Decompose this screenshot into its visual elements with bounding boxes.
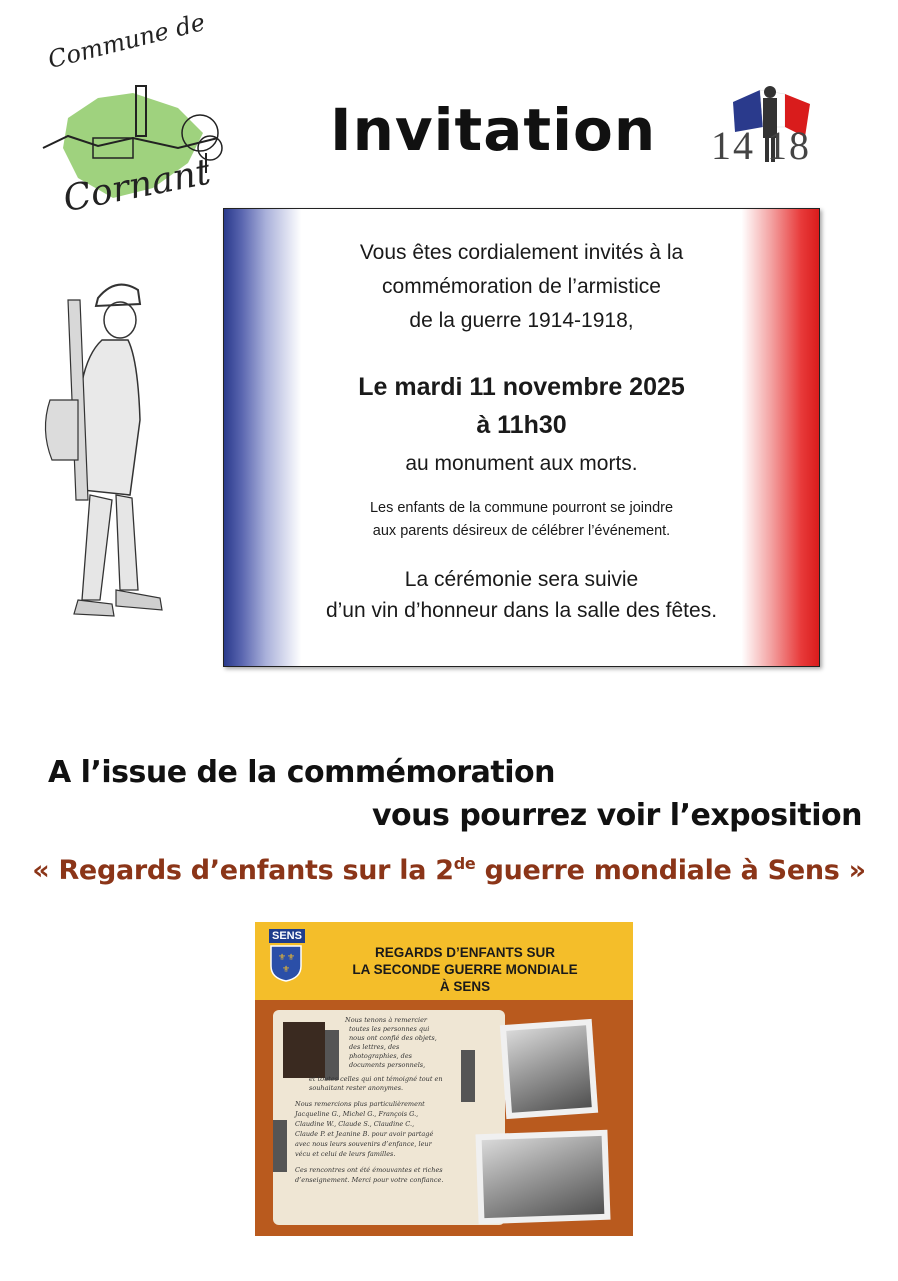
logo-cornant-text: Cornant — [60, 151, 214, 221]
poster-photo-meeting — [475, 1130, 610, 1225]
invitation-ceremony-line-1: La cérémonie sera suivie — [404, 568, 639, 591]
poster-text-line: et toutes celles qui ont témoigné tout en — [309, 1075, 443, 1083]
soldier-illustration — [20, 270, 180, 650]
invitation-date: Le mardi 11 novembre 2025 — [358, 373, 685, 401]
poster-text-line: d’enseignement. Merci pour votre confiance. — [295, 1176, 444, 1184]
invitation-place: au monument aux morts. — [405, 452, 638, 475]
exposition-poster — [255, 922, 633, 1236]
exposition-name-start: « Regards d’enfants sur la 2 — [32, 855, 454, 886]
svg-text:⚜: ⚜ — [278, 953, 287, 963]
poster-text-line: Ces rencontres ont été émouvantes et riches — [295, 1166, 443, 1174]
poster-booklet-image — [283, 1022, 325, 1078]
poster-city-label: SENS — [269, 929, 305, 943]
commune-logo — [38, 7, 228, 233]
invitation-intro-line-1: Vous êtes cordialement invités à la — [359, 241, 684, 264]
svg-text:⚜: ⚜ — [287, 953, 296, 963]
poster-text-line: vécu et celui de leurs familles. — [295, 1150, 396, 1158]
poster-text-line: Claude P. et Jeanine B. pour avoir partagé — [295, 1130, 434, 1138]
poster-text-line: photographies, des — [349, 1052, 413, 1060]
svg-text:⚜: ⚜ — [282, 965, 291, 975]
poster-photo-visitors — [500, 1019, 598, 1119]
poster-text-line: Claudine W., Claude S., Claudine C., — [295, 1120, 415, 1128]
poster-text-line: des lettres, des — [349, 1043, 400, 1051]
poster-text-line: avec nous leurs souvenirs d’enfance, leur — [295, 1140, 432, 1148]
poster-text-line: documents personnels, — [349, 1061, 426, 1069]
invitation-children-line-2: aux parents désireux de célébrer l’événement. — [372, 523, 671, 539]
poster-title-line-1: REGARDS D’ENFANTS SUR — [374, 945, 555, 960]
poster-title-line-3: À SENS — [439, 979, 491, 994]
exposition-name-end: guerre mondiale à Sens » — [475, 855, 866, 886]
invitation-intro-line-3: de la guerre 1914-1918, — [409, 309, 634, 332]
poster-child-figure-2 — [461, 1050, 475, 1102]
poster-title-line-2: LA SECONDE GUERRE MONDIALE — [352, 962, 578, 977]
invitation-ceremony-line-2: d’un vin d’honneur dans la salle des fêtes. — [325, 599, 718, 622]
poster-text-line: nous ont confié des objets, — [349, 1034, 437, 1042]
page-title: Invitation — [330, 96, 657, 164]
invitation-children-line-1: Les enfants de la commune pourront se joindre — [369, 500, 674, 516]
exposition-heading-line-2: vous pourrez voir l’exposition — [372, 798, 862, 833]
poster-text-line: souhaitant rester anonymes. — [309, 1084, 404, 1092]
wwi-badge — [705, 82, 845, 167]
exposition-heading-line-1: A l’issue de la commémoration — [48, 755, 555, 790]
poster-scroll — [273, 1010, 505, 1225]
sens-coat-of-arms-icon — [269, 944, 303, 982]
wwi-years-text: 14 18 — [711, 123, 811, 168]
invitation-box — [223, 208, 820, 667]
poster-child-figure-3 — [273, 1120, 287, 1172]
exposition-name — [0, 854, 898, 886]
invitation-intro-line-2: commémoration de l’armistice — [382, 275, 661, 298]
logo-commune-text: Commune de — [45, 7, 208, 74]
poster-text-line: toutes les personnes qui — [349, 1025, 430, 1033]
poster-text-line: Nous tenons à remercier — [345, 1016, 428, 1024]
poster-text-line: Jacqueline G., Michel G., François G., — [295, 1110, 419, 1118]
poster-child-figure-1 — [325, 1030, 339, 1080]
invitation-time: à 11h30 — [476, 411, 567, 439]
exposition-name-superscript: de — [453, 854, 476, 873]
poster-text-line: Nous remercions plus particulièrement — [295, 1100, 425, 1108]
